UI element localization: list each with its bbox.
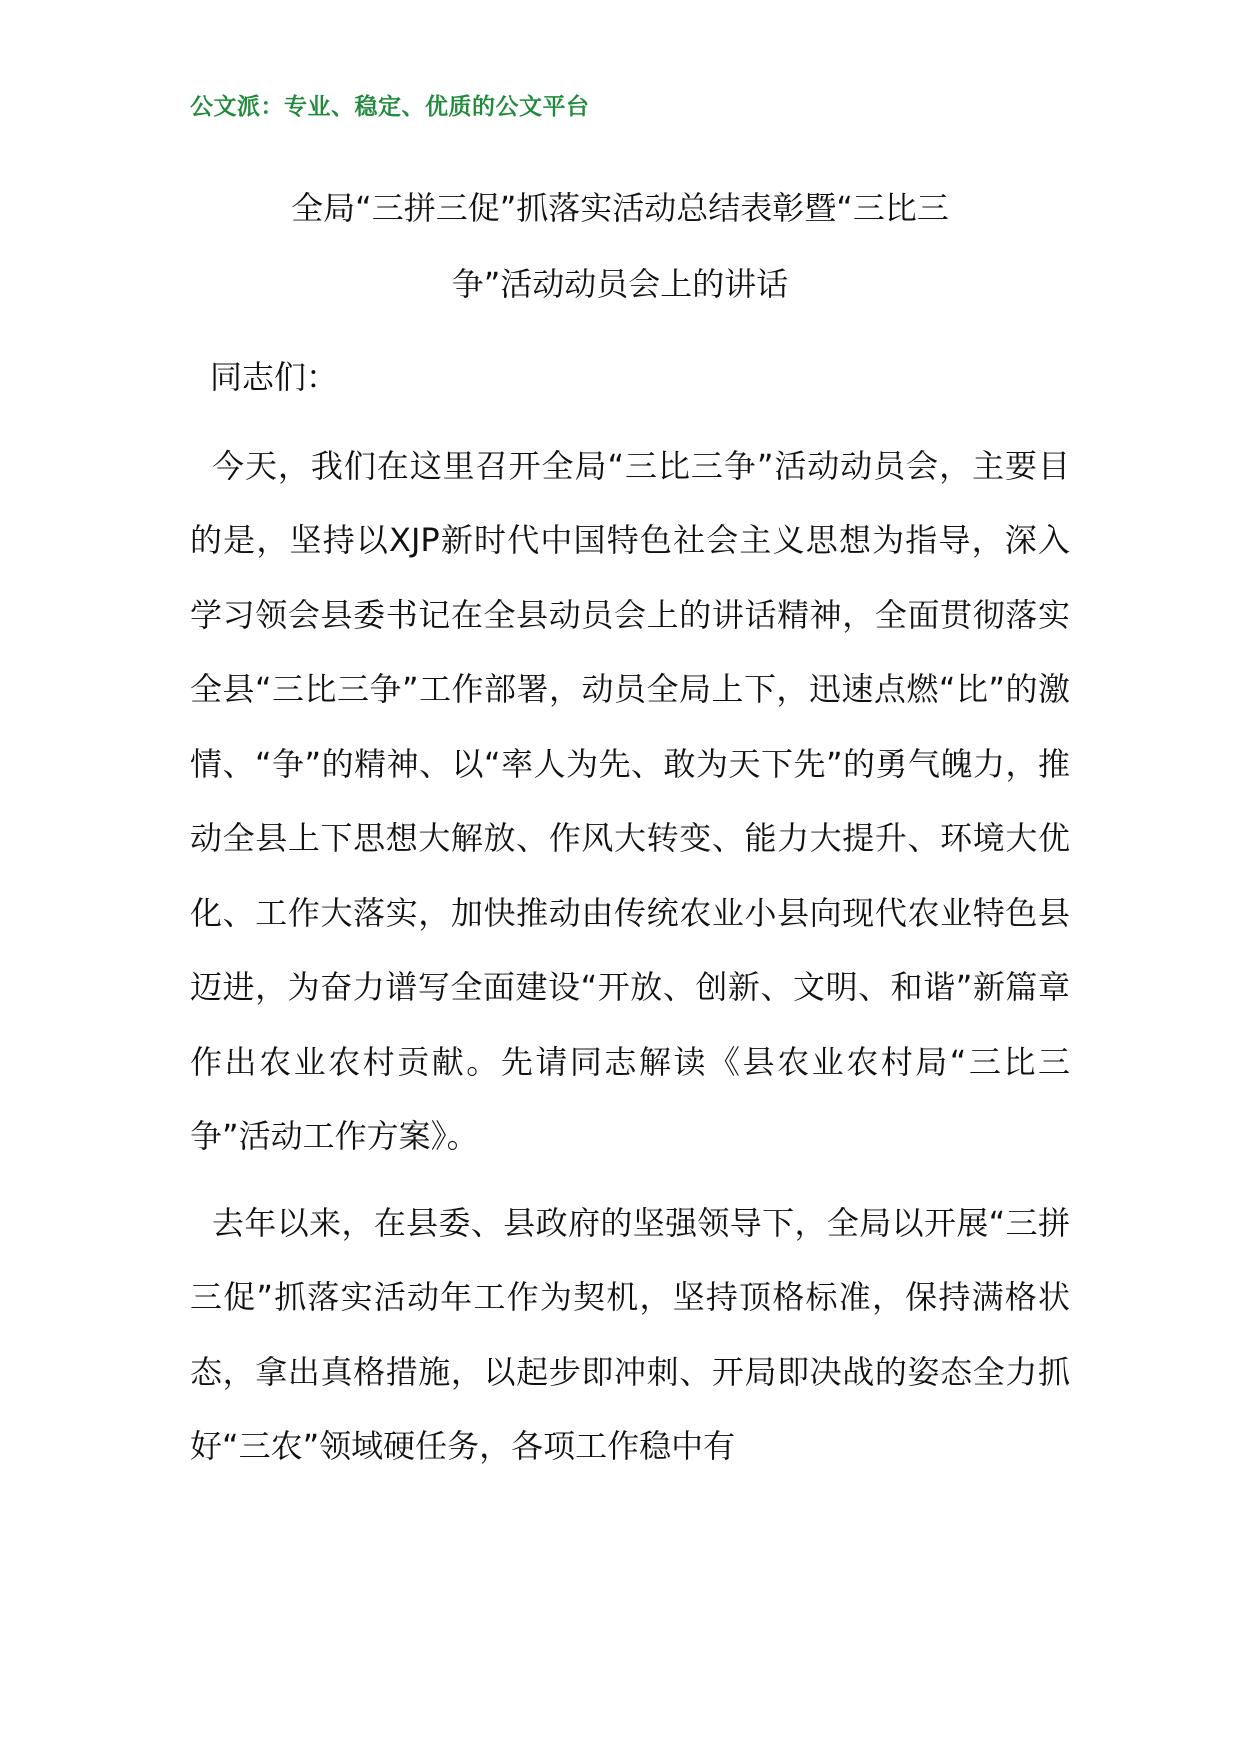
title-line-2: 争”活动动员会上的讲话 [451,265,789,303]
document-title [190,170,1050,322]
header-banner: 公文派：专业、稳定、优质的公文平台 [190,93,590,120]
paragraph: 今天，我们在这里召开全局“三比三争”活动动员会，主要目的是，坚持以XJP新时代中国特色社会主义思想为指导，深入学习领会县委书记在全县动员会上的讲话精神，全面贯彻落实全县“三比三争”工作部署，动员全局上下，迅速点燃“比”的激情、“争”的精神、以“率人为先、敢为天下先”的勇气魄力，推动全县上下思想大解放、作风大转变、能力大提升、环境大优化、工作大落实，加快推动由传统农业小县向现代农业特色县迈进，为奋力谱写全面建设“开放、创新、文明、和谐”新篇章作出农业农村贡献。先请同志解读《县农业农村局“三比三争”活动工作方案》。 [190,446,1070,1155]
salutation: 同志们： [210,358,339,396]
paragraph: 去年以来，在县委、县政府的坚强领导下，全局以开展“三拼三促”抓落实活动年工作为契机，坚持顶格标准，保持满格状态，拿出真格措施，以起步即冲刺、开局即决战的姿态全力抓好“三农”领域硬任务，各项工作稳中有 [190,1203,1070,1465]
document-body [190,340,1070,1496]
title-line-1: 全局“三拼三促”抓落实活动总结表彰暨“三比三 [291,189,949,227]
